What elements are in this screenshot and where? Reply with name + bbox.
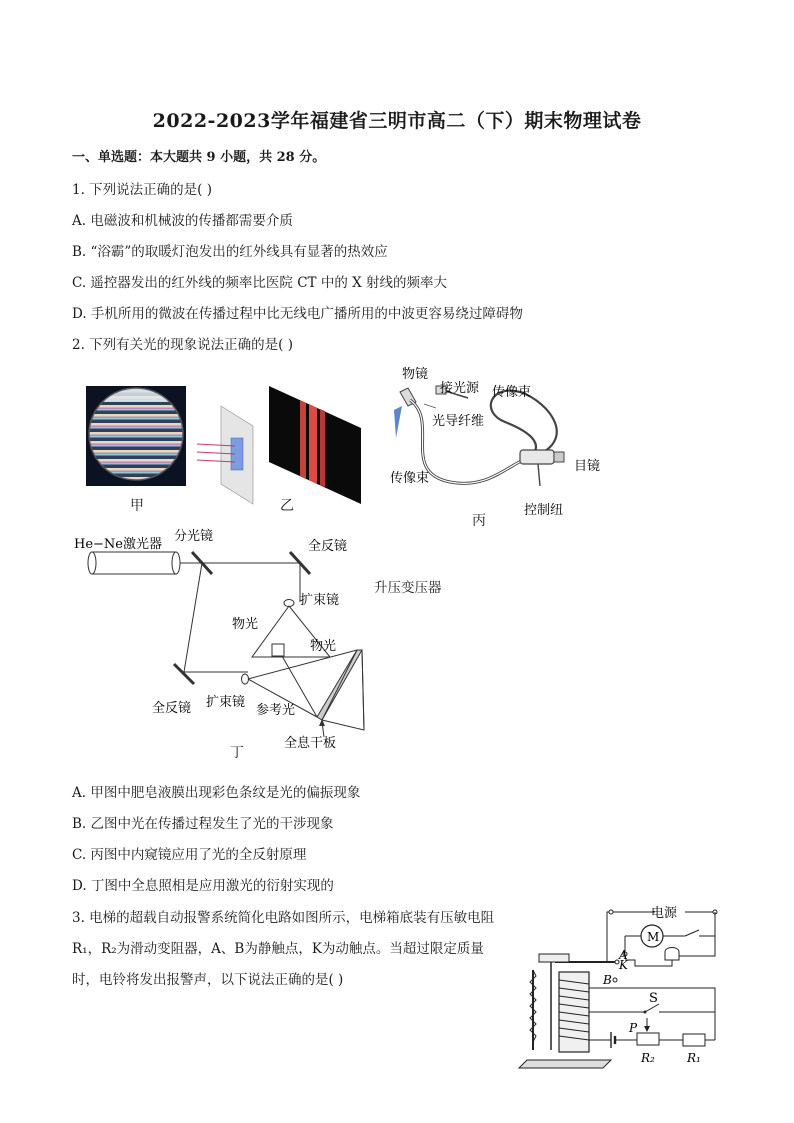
q2-option-c: C. 丙图中内窥镜应用了光的全反射原理 (72, 847, 307, 863)
q1-option-c: C. 遥控器发出的红外线的频率比医院 CT 中的 X 射线的频率大 (72, 275, 448, 291)
q1-option-b: B. “浴霸”的取暖灯泡发出的红外线具有显著的热效应 (72, 244, 388, 260)
label-yi: 乙 (280, 498, 294, 514)
label-quanfan-2: 全反镜 (152, 701, 192, 716)
label-kuoshu-2: 扩束镜 (206, 695, 246, 710)
label-chuanxiangshu-2: 传像束 (390, 471, 430, 486)
label-quanfan-1: 全反镜 (308, 539, 348, 554)
label-cankao: 参考光 (256, 703, 296, 718)
label-power: 电源 (651, 906, 678, 921)
label-ganban: 全息干板 (284, 736, 337, 751)
label-guangdao: 光导纤维 (432, 414, 485, 429)
q2-option-d: D. 丁图中全息照相是应用激光的衍射实现的 (72, 878, 334, 894)
label-b: B (603, 973, 612, 987)
label-a: A (619, 948, 628, 962)
label-bing: 丙 (472, 513, 486, 529)
label-jia: 甲 (130, 498, 144, 514)
q3-line-3: 时，电铃将发出报警声，以下说法正确的是( ) (72, 972, 344, 988)
q1-option-d: D. 手机所用的微波在传播过程中比无线电广播所用的中波更容易绕过障碍物 (72, 306, 523, 322)
figure-yi (193, 386, 365, 506)
figure-circuit (515, 900, 725, 1075)
label-wujing: 物镜 (402, 367, 429, 382)
label-fenguang: 分光镜 (174, 529, 214, 544)
q2-option-a: A. 甲图中肥皂液膜出现彩色条纹是光的偏振现象 (72, 785, 361, 801)
figure-ding (72, 522, 392, 752)
label-kuoshu-1: 扩束镜 (300, 593, 340, 608)
figure-bing (380, 362, 610, 522)
label-laser: He−Ne激光器 (74, 537, 162, 552)
label-p: P (629, 1021, 638, 1035)
figure-jia (86, 386, 186, 486)
label-jieguangyuan: 接光源 (440, 381, 480, 396)
label-k: K (619, 958, 628, 972)
label-kongzhi: 控制纽 (524, 503, 564, 518)
stray-label: 升压变压器 (374, 580, 442, 596)
q2-option-b: B. 乙图中光在传播过程发生了光的干涉现象 (72, 816, 334, 832)
label-wuguang-1: 物光 (232, 617, 259, 632)
q1-stem: 1. 下列说法正确的是( ) (72, 182, 212, 198)
q3-line-1: 3. 电梯的超载自动报警系统简化电路如图所示，电梯箱底装有压敏电阻 (72, 910, 495, 926)
label-wuguang-2: 物光 (310, 639, 337, 654)
q1-option-a: A. 电磁波和机械波的传播都需要介质 (72, 213, 293, 229)
label-r1: R₁ (687, 1051, 701, 1065)
section-heading: 一、单选题：本大题共 9 小题，共 28 分。 (72, 150, 326, 165)
label-ding: 丁 (230, 745, 244, 761)
label-motor: M (647, 930, 660, 944)
label-mujing: 目镜 (574, 459, 601, 474)
q3-line-2: R₁，R₂为滑动变阻器，A、B为静触点，K为动触点。当超过限定质量 (72, 941, 484, 957)
q2-stem: 2. 下列有关光的现象说法正确的是( ) (72, 337, 293, 353)
label-chuanxiangshu-1: 传像束 (492, 385, 532, 400)
label-r2: R₂ (641, 1051, 655, 1065)
page-title: 2022-2023学年福建省三明市高二（下）期末物理试卷 (152, 110, 642, 132)
label-s: S (649, 991, 658, 1006)
